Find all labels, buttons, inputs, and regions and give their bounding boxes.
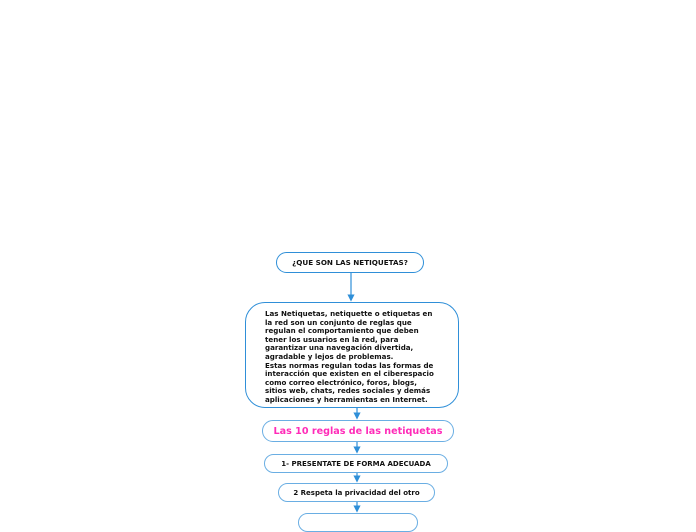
definition-paragraph-2: Estas normas regulan todas las formas de interacción que existen en el ciberespacio como correo electrónico, foros, blogs, sitios web, chats, redes sociales y demás aplicaciones y herramientas en Internet. [265,360,434,404]
definition-node-text [265,310,440,405]
rule-node-3[interactable] [298,513,418,532]
title-node[interactable] [276,252,424,273]
rule-node-1[interactable] [264,454,448,473]
rules-heading-text: Las 10 reglas de las netiquetas [273,425,443,437]
rule-node-2[interactable] [278,483,435,502]
definition-paragraph-1: Las Netiquetas, netiquette o etiquetas en la red son un conjunto de reglas que regulan el comportamiento que deben tener los usuarios en la red, para garantizar una navegación divertida, agradable y lejos de problemas. [265,309,433,361]
rule-node-1-text: 1- PRESENTATE DE FORMA ADECUADA [281,459,431,468]
rules-heading-node[interactable] [262,420,454,442]
rule-node-2-text: 2 Respeta la privacidad del otro [293,488,420,497]
definition-node[interactable] [245,302,459,408]
title-node-text: ¿QUE SON LAS NETIQUETAS? [292,258,408,267]
